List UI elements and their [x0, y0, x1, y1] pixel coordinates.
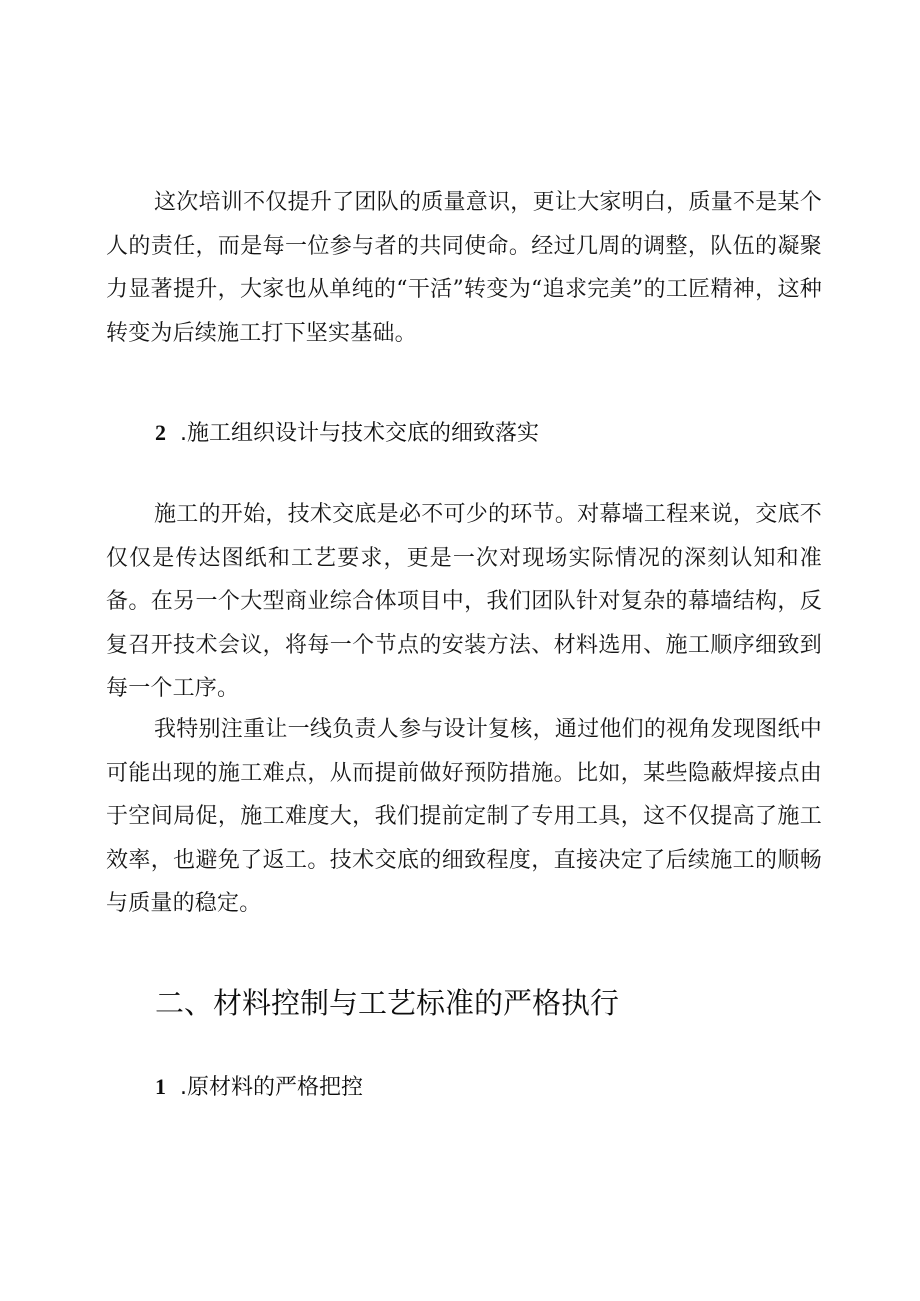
paragraph-design-review: 我特别注重让一线负责人参与设计复核，通过他们的视角发现图纸中可能出现的施工难点，从而提前做好预防措施。比如，某些隐蔽焊接点由于空间局促，施工难度大，我们提前定制了专用工具，这不仅提高了施工效率，也避免了返工。技术交底的细致程度，直接决定了后续施工的顺畅与质量的稳定。 — [106, 717, 822, 916]
paragraph-technical-briefing: 施工的开始，技术交底是必不可少的环节。对幕墙工程来说，交底不仅仅是传达图纸和工艺要求，更是一次对现场实际情况的深刻认知和准备。在另一个大型商业综合体项目中，我们团队针对复杂的幕墙结构，反复召开技术会议，将每一个节点的安装方法、材料选用、施工顺序细致到每一个工序。 — [106, 502, 822, 701]
paragraph-training-outcome: 这次培训不仅提升了团队的质量意识，更让大家明白，质量不是某个人的责任，而是每一位参与者的共同使命。经过几周的调整，队伍的凝聚力显著提升，大家也从单纯的“干活”转变为“追求完美”的工匠精神，这种转变为后续施工打下坚实基础。 — [106, 190, 822, 346]
subheading-text: .原材料的严格把控 — [180, 1075, 363, 1100]
section-heading-material-control: 二、材料控制与工艺标准的严格执行 — [155, 986, 620, 1020]
subheading-raw-material — [155, 1072, 363, 1103]
subheading-number: 2 — [155, 420, 166, 445]
subheading-number: 1 — [155, 1074, 166, 1099]
subheading-text: .施工组织设计与技术交底的细致落实 — [180, 421, 539, 446]
subheading-construction-design — [155, 418, 539, 449]
